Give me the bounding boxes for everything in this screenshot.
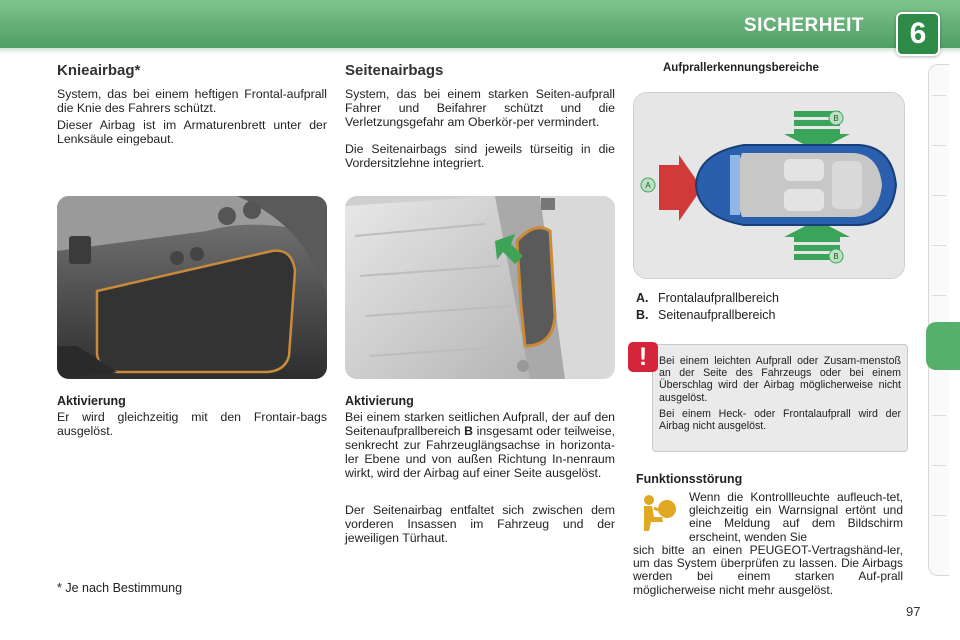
knee-activation-text: Er wird gleichzeitig mit den Frontair-bags ausgelöst.	[57, 410, 327, 438]
knee-airbag-photo	[57, 196, 327, 379]
side-activation-text-a: Bei einem starken seitlichen Aufprall, der auf den Seitenaufprallbereich	[345, 410, 615, 438]
rail-tick	[932, 295, 946, 296]
knee-airbag-location: Dieser Airbag ist im Armaturenbrett unter der Lenksäule eingebaut.	[57, 118, 327, 146]
legend-text-a: Frontalaufprallbereich	[658, 291, 779, 305]
legend-row-b	[636, 308, 775, 322]
side-activation-title: Aktivierung	[345, 394, 414, 408]
side-airbag-seat-photo	[345, 196, 615, 379]
legend-text-b: Seitenaufprallbereich	[658, 308, 776, 322]
rail-tick	[932, 95, 946, 96]
rail-tick	[932, 515, 946, 516]
side-airbags-location: Die Seitenairbags sind jeweils türseitig in die Vordersitzlehne integriert.	[345, 142, 615, 170]
chapter-badge: 6	[896, 12, 940, 56]
impact-zones-diagram	[633, 92, 905, 279]
zone-label-b-bottom: B	[833, 252, 839, 261]
active-chapter-tab	[926, 322, 960, 370]
knee-airbag-intro: System, das bei einem heftigen Frontal-aufprall die Knie des Fahrers schützt.	[57, 87, 327, 115]
zone-label-a: A	[645, 181, 651, 190]
page-number: 97	[906, 604, 921, 619]
legend-key-a: A.	[636, 291, 649, 305]
rail-tick	[932, 465, 946, 466]
header-shadow	[0, 48, 960, 54]
warning-note-p2: Bei einem Heck- oder Frontalaufprall wird der Airbag nicht ausgelöst.	[659, 407, 901, 433]
section-title: SICHERHEIT	[743, 15, 864, 36]
warning-note-p1: Bei einem leichten Aufprall oder Zusam-menstoß an der Seite des Fahrzeugs oder bei einem Überschlag wird der Airbag möglicherweise nicht ausgelöst.	[659, 355, 901, 404]
airbag-warning-icon	[636, 493, 678, 533]
legend-key-b: B.	[636, 308, 649, 322]
knee-activation-title: Aktivierung	[57, 394, 126, 408]
exclamation-warning-icon: !	[628, 342, 658, 372]
footnote: * Je nach Bestimmung	[57, 581, 183, 595]
fault-text-full: sich bitte an einen PEUGEOT-Vertragshänd-ler, um das System überprüfen zu lassen. Die Airbags werden bei einem starken Auf-prall möglicherweise nicht mehr ausgelöst.	[633, 543, 903, 597]
side-airbags-intro: System, das bei einem starken Seiten-aufprall Fahrer und Beifahrer schützt und die Verletzungsgefahr am Oberkör-per vermindert.	[345, 87, 615, 129]
chapter-tab-rail	[928, 64, 949, 576]
knee-airbag-title: Knieairbag*	[57, 62, 141, 79]
rail-tick	[932, 145, 946, 146]
side-deploy-text: Der Seitenairbag entfaltet sich zwischen dem vorderen Insassen im Fahrzeug und der jeweiligen Türhaut.	[345, 503, 615, 545]
rail-tick	[932, 245, 946, 246]
fault-title: Funktionsstörung	[636, 472, 743, 486]
side-zone-key: B	[464, 424, 474, 438]
legend-row-a	[636, 291, 779, 305]
side-activation-text	[345, 410, 615, 480]
rail-tick	[932, 195, 946, 196]
fault-text-indented: Wenn die Kontrollleuchte aufleuch-tet, gleichzeitig ein Warnsignal ertönt und eine Meldung auf dem Bildschirm erscheint, wenden Sie	[689, 490, 903, 544]
warning-note-box	[652, 344, 908, 452]
zone-label-b-top: B	[833, 114, 839, 123]
side-airbags-title: Seitenairbags	[345, 62, 444, 79]
impact-zones-title: Aufprallerkennungsbereiche	[663, 62, 819, 74]
rail-tick	[932, 415, 946, 416]
side-activation-text-b: insgesamt oder teilweise, senkrecht zur Fahrzeuglängsachse in horizonta-ler Ebene und von außen Richtung In-nenraum wirkt, wird der Airbag auf einer Seite ausgelöst.	[345, 424, 616, 480]
